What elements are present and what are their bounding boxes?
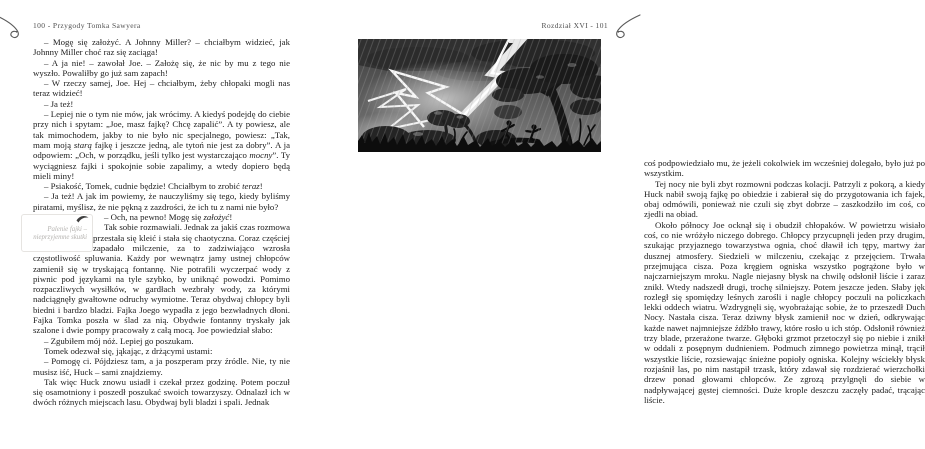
- margin-note: [21, 214, 93, 252]
- margin-note-line1: Palenie fajki –: [47, 226, 87, 234]
- storm-forest-illustration-svg: [358, 39, 601, 152]
- paragraph: – Psiakość, Tomek, cudnie będzie! Chciałbym to zrobić teraz!: [44, 181, 263, 192]
- paragraph: Tej nocy nie byli zbyt rozmowni podczas kolacji. Patrzyli z pokorą, a kiedy Huck nabił swoją fajkę po obiedzie i zabierał się do przygotowania ich fajek, obaj odmówili, ponieważ nie czuli się zbyt dobrze – zaszkodziło im coś, co zjedli na obiad.: [644, 178, 925, 220]
- storm-forest-illustration: [358, 39, 601, 152]
- page-header-right: Rozdział XVI - 101: [541, 21, 608, 30]
- paragraph: coś podpowiedziało mu, że jeżeli cokolwiek im wcześniej dolegało, było już po wszystkim.: [644, 158, 925, 179]
- paragraph: – A ja nie! – zawołał Joe. – Założę się, że nic by mu z tego nie wyszło. Powaliłby go już sam zapach!: [33, 57, 290, 78]
- left-page: [0, 0, 317, 449]
- corner-flourish-icon: [0, 13, 28, 39]
- page-header-left: 100 - Przygody Tomka Sawyera: [33, 21, 141, 30]
- paragraph: – Ja też! A jak im powiemy, że nauczyliśmy się tego, kiedy byliśmy piratami, myślisz, że nie pękną z zazdrości, że ich tu z nami nie było?: [33, 191, 290, 212]
- paragraph: Tomek odezwał się, jąkając, z drżącymi ustami:: [44, 345, 213, 356]
- paragraph: Tak sobie rozmawiali. Jednak za jakiś czas rozmowa przestała się kleić i stała się chaotyczna. Coraz częściej zapadało milczenie, za to zadziwiająco wzrosła częstotliwość spluwania. Każdy por wewnątrz jamy ustnej chłopców zamienił się w tryskającą fontannę. Nie potrafili wyczerpać wody z piwnic pod językami na tyle szybko, by uniknąć powodzi. Pomimo rozpaczliwych wysiłków, w gardłach wezbrały wody, za którymi nadciągnęły gwałtowne odruchy wymiotne. Teraz obydwaj chłopcy byli biedni i bardzo bladzi. Fajka Joego wypadła z jego bezwładnych dłoni. Fajka Tomka poszła w ślad za nią. Obydwie fontanny tryskały jak szalone i dwie pompy pracowały z całą mocą. Joe powiedział słabo:: [33, 222, 290, 336]
- paragraph: Palenie fajki – nieprzyjemne skutki – Och, na pewno! Mogę się założyć!: [33, 212, 290, 222]
- paragraph: – Lepiej nie o tym nie mów, jak wrócimy. A kiedyś podejdę do ciebie przy nich i spytam: „Joe, masz fajkę? Chcę zapalić”. A ty powiesz, ale tak mimochodem, jakby to nie było nic specjalnego, powiesz: „Tak, mam moją starą fajkę i jeszcze jedną, ale tytoń nie jest za dobry”. A ja odpowiem: „Och, w porządku, jeśli tylko jest wystarczająco mocny”. Ty wyciągniesz fajki i spokojnie sobie zapalimy, a wtedy dopiero będą mieli miny!: [33, 109, 290, 181]
- corner-flourish-icon: [607, 13, 637, 39]
- paragraph: Około północy Joe ocknął się i obudził chłopaków. W powietrzu wisiało coś, co nie wróżyło niczego dobrego. Chłopcy przycupnęli jeden przy drugim, szukając przyjaznego towarzystwa ognia, choć dławił ich tępy, martwy żar dusznej atmosfery. Siedzieli w milczeniu, czekając z przejęciem. Trwała przejmująca cisza. Poza kręgiem ogniska wszystko pogrążone było w najczarniejszym mroku. Nagle niejasny błysk na chwilę odsłonił liście i zaraz znikł. Wtedy nadszedł drugi, trochę silniejszy. Potem jeszcze jeden. Słaby jęk rozległ się spomiędzy leśnych zarośli i nagle chłopcy poczuli na policzkach lekki oddech wiatru. Wzdrygnęli się, wyobrażając sobie, że to przeszedł Duch Nocy. Nastała cisza. Teraz dziwny błysk zamienił noc w dzień, odkrywając każde nawet najmniejsze źdźbło trawy, które rosło u ich stóp. Odsłonił również trzy blade, przerażone twarze. Głęboki grzmot przetoczył się po niebie i znikł w oddali z posępnym dudnieniem. Podmuch zimnego powietrza minął, trącił wszystkie liście, rozsiewając śnieżne popioły ogniska. Kolejny wściekły błysk rozjaśnił las, po nim nastąpił trzask, który zdawał się rozdzierać wierzchołki drzew ponad głowami chłopców. Ze zgrozą przylgnęli do siebie w nadpływającej gęstej ciemności. Duże krople deszczu zaczęły padać, trącając liście.: [644, 219, 925, 405]
- right-page: [317, 0, 925, 449]
- paragraph: Tak więc Huck znowu usiadł i czekał przez godzinę. Potem poczuł się osamotniony i poszedł poszukać swoich towarzyszy. Odnalazł ich w dwóch różnych miejscach lasu. Obydwaj byli bladzi i spali. Jednak: [33, 376, 290, 408]
- right-page-text: [644, 158, 925, 405]
- margin-note-line2: nieprzyjemne skutki: [33, 233, 87, 241]
- left-page-text: [33, 37, 290, 408]
- paragraph: – Ja też!: [44, 98, 74, 109]
- paragraph: – Mogę się założyć. A Johnny Miller? – chciałbym widzieć, jak Johnny Miller choć raz się zaciąga!: [33, 37, 290, 58]
- paragraph: – Pomogę ci. Pójdziesz tam, a ja poszperam przy źródle. Nie, ty nie musisz iść, Huck – sami znajdziemy.: [33, 356, 290, 377]
- leaf-ornament-icon: [76, 215, 89, 223]
- paragraph: – W rzeczy samej, Joe. Hej – chciałbym, żeby chłopaki mogli nas teraz widzieć!: [33, 78, 290, 99]
- paragraph: – Zgubiłem mój nóż. Lepiej go poszukam.: [44, 335, 194, 346]
